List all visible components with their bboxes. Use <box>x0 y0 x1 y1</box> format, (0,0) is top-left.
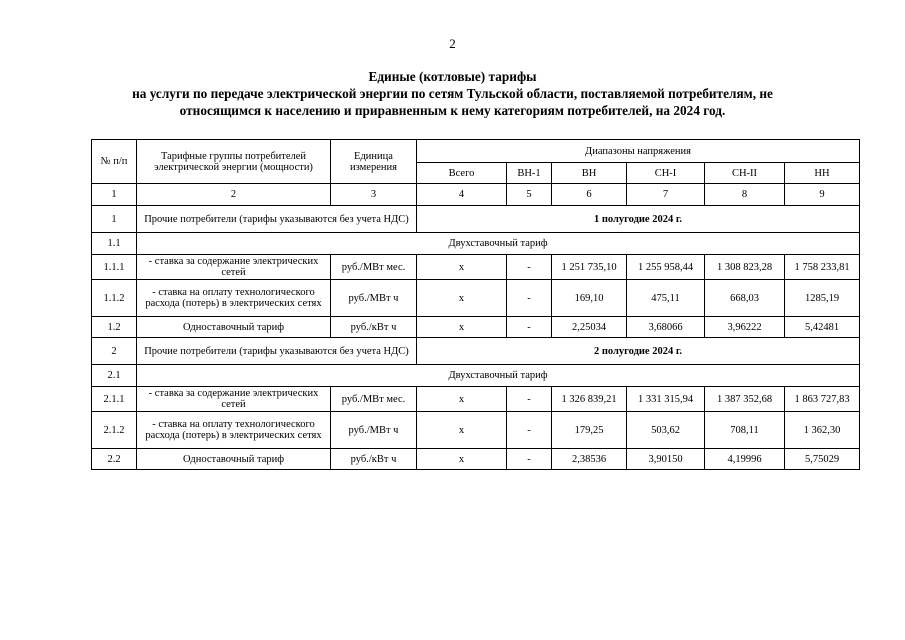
column-number-row <box>92 184 860 206</box>
table-row <box>92 317 860 338</box>
section-period: 2 полугодие 2024 г. <box>417 338 860 365</box>
row-name: - ставка за содержание электрических сетей <box>137 387 331 412</box>
row-unit: руб./кВт ч <box>331 317 417 338</box>
header-voltage-ranges: Диапазоны напряжения <box>417 140 860 163</box>
section-num: 1 <box>92 206 137 233</box>
column-number: 8 <box>705 184 785 206</box>
section-row <box>92 338 860 365</box>
row-name: Одноставочный тариф <box>137 449 331 470</box>
column-number: 9 <box>785 184 860 206</box>
row-unit: руб./МВт ч <box>331 280 417 317</box>
subsection-num: 1.1 <box>92 233 137 255</box>
row-num: 1.1.1 <box>92 255 137 280</box>
header-sn1: СН-I <box>627 163 705 184</box>
row-nn: 1 362,30 <box>785 412 860 449</box>
row-sn1: 475,11 <box>627 280 705 317</box>
row-total: х <box>417 317 507 338</box>
row-name: - ставка за содержание электрических сетей <box>137 255 331 280</box>
row-nn: 1 863 727,83 <box>785 387 860 412</box>
row-total: х <box>417 387 507 412</box>
row-unit: руб./МВт мес. <box>331 387 417 412</box>
row-total: х <box>417 255 507 280</box>
row-total: х <box>417 280 507 317</box>
column-number: 4 <box>417 184 507 206</box>
subsection-row <box>92 233 860 255</box>
subsection-num: 2.1 <box>92 365 137 387</box>
row-sn2: 1 387 352,68 <box>705 387 785 412</box>
row-total: х <box>417 412 507 449</box>
row-num: 1.2 <box>92 317 137 338</box>
row-sn1: 503,62 <box>627 412 705 449</box>
row-vn1: - <box>507 412 552 449</box>
table-row <box>92 412 860 449</box>
subsection-label: Двухставочный тариф <box>137 233 860 255</box>
row-total: х <box>417 449 507 470</box>
row-nn: 1285,19 <box>785 280 860 317</box>
row-sn2: 1 308 823,28 <box>705 255 785 280</box>
document-title <box>60 68 845 119</box>
row-sn2: 4,19996 <box>705 449 785 470</box>
header-tariff-group: Тарифные группы потребителей электрической энергии (мощности) <box>137 140 331 184</box>
section-period: 1 полугодие 2024 г. <box>417 206 860 233</box>
row-vn: 179,25 <box>552 412 627 449</box>
column-number: 7 <box>627 184 705 206</box>
row-name: Одноставочный тариф <box>137 317 331 338</box>
row-vn: 169,10 <box>552 280 627 317</box>
row-vn1: - <box>507 387 552 412</box>
table-row <box>92 449 860 470</box>
column-number: 2 <box>137 184 331 206</box>
header-num: № п/п <box>92 140 137 184</box>
row-num: 1.1.2 <box>92 280 137 317</box>
row-num: 2.2 <box>92 449 137 470</box>
subsection-label: Двухставочный тариф <box>137 365 860 387</box>
row-unit: руб./МВт мес. <box>331 255 417 280</box>
row-vn: 1 326 839,21 <box>552 387 627 412</box>
row-sn2: 3,96222 <box>705 317 785 338</box>
row-vn: 2,38536 <box>552 449 627 470</box>
column-number: 6 <box>552 184 627 206</box>
row-sn2: 708,11 <box>705 412 785 449</box>
row-sn1: 3,90150 <box>627 449 705 470</box>
row-name: - ставка на оплату технологического расхода (потерь) в электрических сетях <box>137 412 331 449</box>
section-label: Прочие потребители (тарифы указываются без учета НДС) <box>137 338 417 365</box>
section-row <box>92 206 860 233</box>
column-number: 5 <box>507 184 552 206</box>
row-vn: 1 251 735,10 <box>552 255 627 280</box>
row-vn: 2,25034 <box>552 317 627 338</box>
tariff-table <box>91 139 860 470</box>
row-sn1: 1 255 958,44 <box>627 255 705 280</box>
column-number: 3 <box>331 184 417 206</box>
row-unit: руб./МВт ч <box>331 412 417 449</box>
row-nn: 1 758 233,81 <box>785 255 860 280</box>
column-number: 1 <box>92 184 137 206</box>
row-num: 2.1.2 <box>92 412 137 449</box>
header-vn: ВН <box>552 163 627 184</box>
row-vn1: - <box>507 280 552 317</box>
section-label: Прочие потребители (тарифы указываются без учета НДС) <box>137 206 417 233</box>
title-line-1: Единые (котловые) тарифы <box>368 69 537 84</box>
section-num: 2 <box>92 338 137 365</box>
header-vn1: ВН-1 <box>507 163 552 184</box>
row-nn: 5,42481 <box>785 317 860 338</box>
header-total: Всего <box>417 163 507 184</box>
row-num: 2.1.1 <box>92 387 137 412</box>
row-unit: руб./кВт ч <box>331 449 417 470</box>
row-nn: 5,75029 <box>785 449 860 470</box>
row-sn2: 668,03 <box>705 280 785 317</box>
row-name: - ставка на оплату технологического расхода (потерь) в электрических сетях <box>137 280 331 317</box>
header-sn2: СН-II <box>705 163 785 184</box>
subsection-row <box>92 365 860 387</box>
row-vn1: - <box>507 317 552 338</box>
title-line-3: относящимся к населению и приравненным к нему категориям потребителей, на 2024 год. <box>179 103 726 118</box>
header-unit: Единица измерения <box>331 140 417 184</box>
table-row <box>92 255 860 280</box>
table-row <box>92 387 860 412</box>
row-sn1: 3,68066 <box>627 317 705 338</box>
page-number: 2 <box>449 36 456 51</box>
header-nn: НН <box>785 163 860 184</box>
title-line-2: на услуги по передаче электрической энергии по сетям Тульской области, поставляемой потребителям, не <box>132 86 773 101</box>
row-vn1: - <box>507 449 552 470</box>
row-sn1: 1 331 315,94 <box>627 387 705 412</box>
table-row <box>92 280 860 317</box>
row-vn1: - <box>507 255 552 280</box>
